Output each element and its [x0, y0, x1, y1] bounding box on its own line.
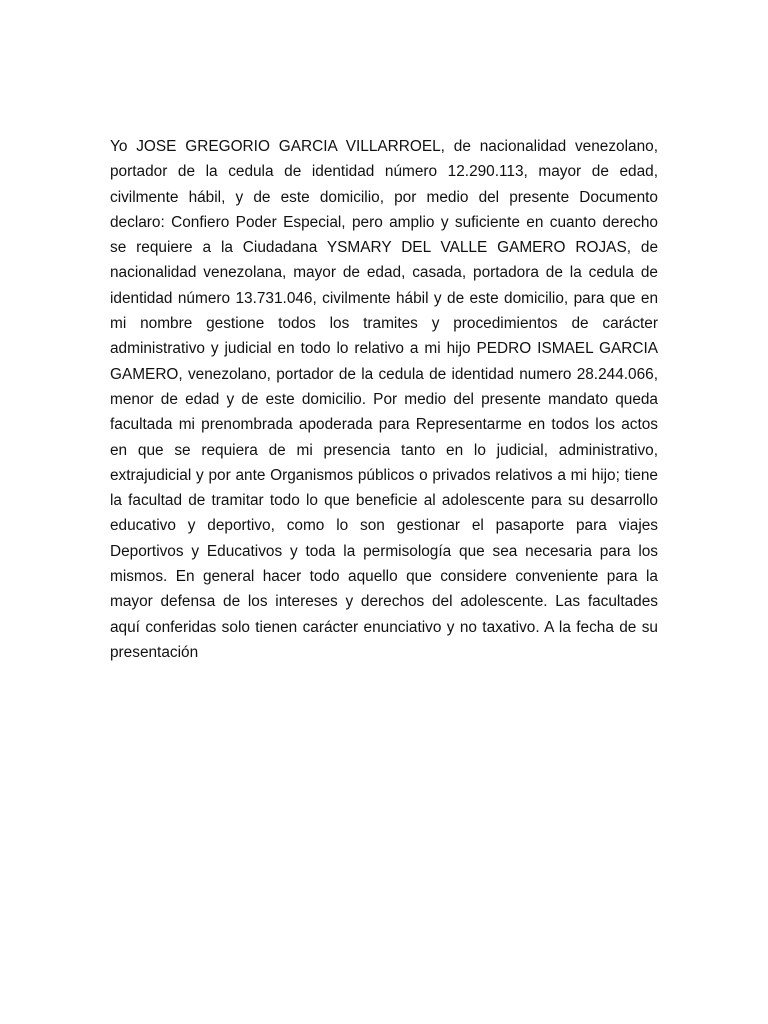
text-line: la facultad de tramitar todo lo que beneficie al adolescente para su desarrollo: [110, 492, 658, 510]
text-line: extrajudicial y por ante Organismos públicos o privados relativos a mi hijo; tiene: [110, 466, 658, 484]
text-line: GAMERO, venezolano, portador de la cedula de identidad numero 28.244.066,: [110, 365, 658, 383]
document-body: [110, 134, 658, 665]
text-line: aquí conferidas solo tienen carácter enunciativo y no taxativo. A la fecha de su: [110, 618, 658, 636]
text-line: mismos. En general hacer todo aquello que considere conveniente para la: [110, 568, 658, 586]
text-line: mi nombre gestione todos los tramites y procedimientos de carácter: [110, 315, 658, 333]
text-line: presentación: [110, 643, 199, 661]
text-line: Deportivos y Educativos y toda la permisología que sea necesaria para los: [110, 542, 658, 560]
text-line: administrativo y judicial en todo lo relativo a mi hijo PEDRO ISMAEL GARCIA: [110, 340, 658, 358]
text-line: en que se requiera de mi presencia tanto en lo judicial, administrativo,: [110, 441, 658, 459]
text-line: nacionalidad venezolana, mayor de edad, casada, portadora de la cedula de: [110, 264, 658, 282]
text-line: educativo y deportivo, como lo son gestionar el pasaporte para viajes: [110, 517, 658, 535]
text-line: declaro: Confiero Poder Especial, pero amplio y suficiente en cuanto derecho: [110, 213, 658, 231]
text-line: facultada mi prenombrada apoderada para Representarme en todos los actos: [110, 416, 658, 434]
text-line: Yo JOSE GREGORIO GARCIA VILLARROEL, de nacionalidad venezolano,: [110, 138, 658, 155]
text-line: identidad número 13.731.046, civilmente hábil y de este domicilio, para que en: [110, 289, 658, 307]
text-line: portador de la cedula de identidad número 12.290.113, mayor de edad,: [110, 163, 658, 181]
text-line: se requiere a la Ciudadana YSMARY DEL VALLE GAMERO ROJAS, de: [110, 239, 658, 257]
text-line: civilmente hábil, y de este domicilio, por medio del presente Documento: [110, 188, 658, 206]
text-line: mayor defensa de los intereses y derechos del adolescente. Las facultades: [110, 593, 658, 611]
text-line: menor de edad y de este domicilio. Por medio del presente mandato queda: [110, 390, 658, 408]
